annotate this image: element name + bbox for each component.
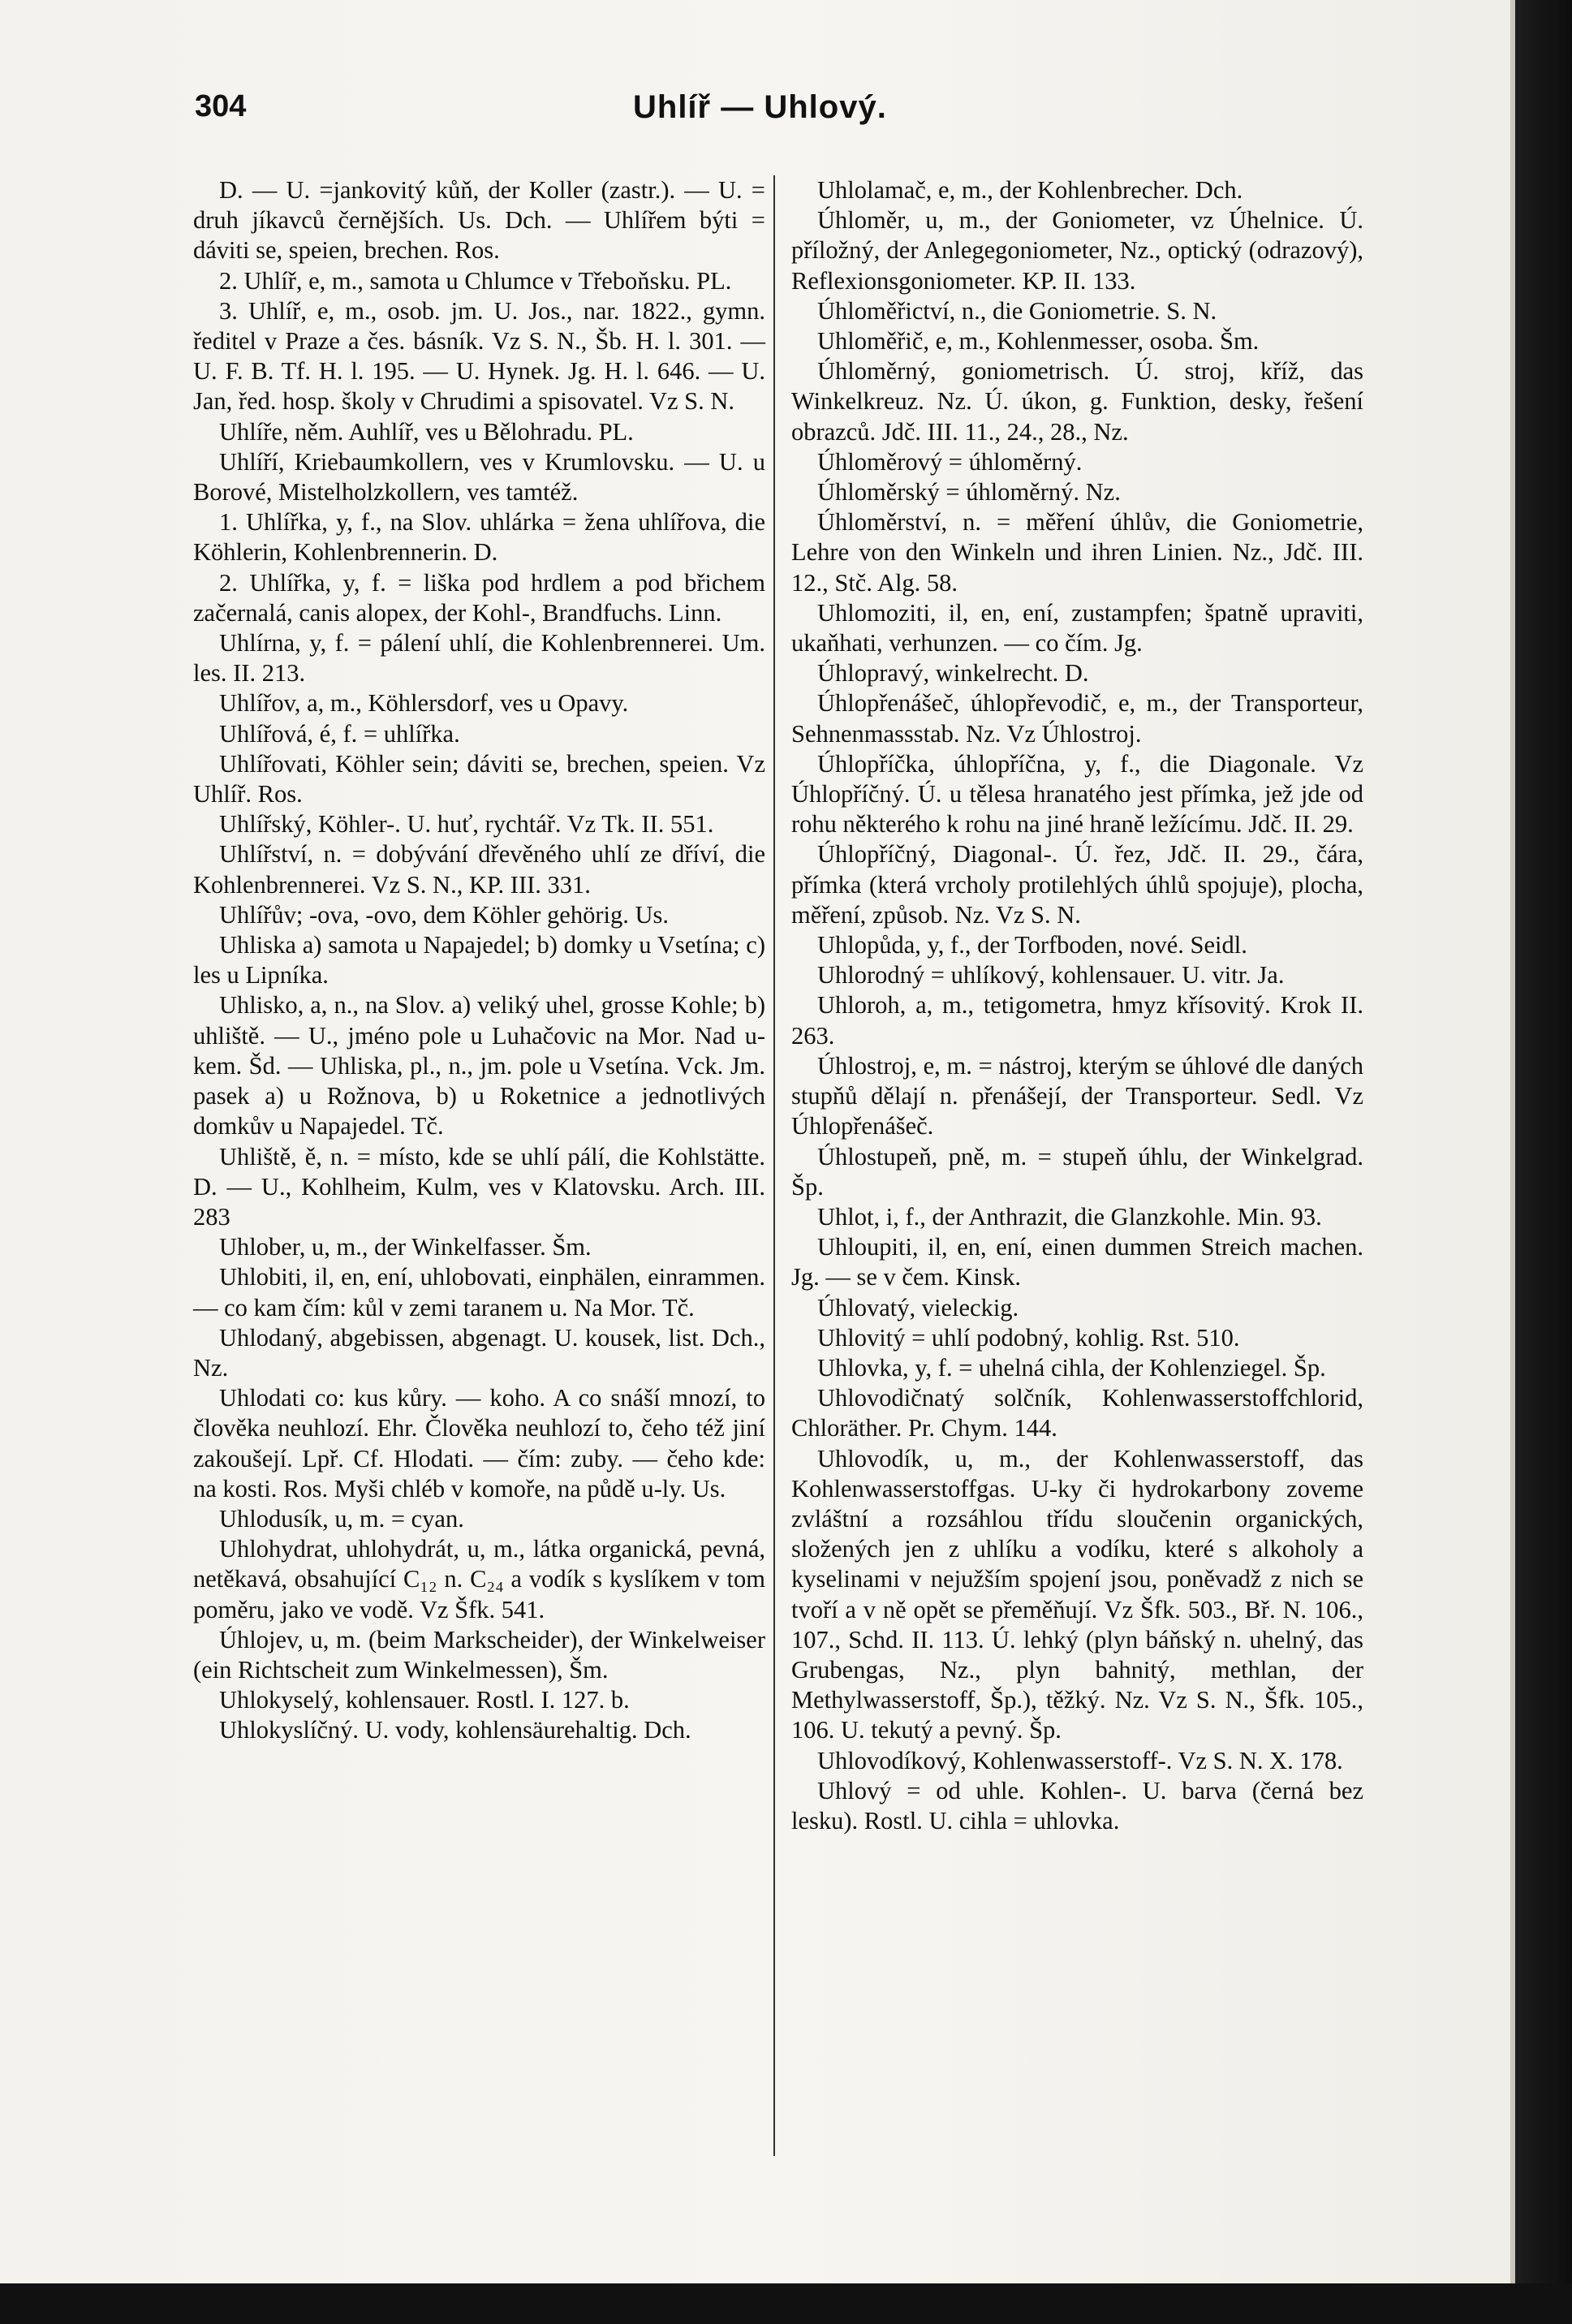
dictionary-entry: Uhloupiti, il, en, ení, einen dummen Streich machen. Jg. — se v čem. Kinsk. bbox=[791, 1233, 1363, 1291]
dictionary-entry: Úhlostupeň, pně, m. = stupeň úhlu, der Winkelgrad. Šp. bbox=[791, 1142, 1363, 1201]
dictionary-entry: Uhlohydrat, uhlohydrát, u, m., látka organická, pevná, netěkavá, obsahující C₁₂ n. C₂₄ a vodík s kyslíkem v tom poměru, jako ve vodě. Vz Šfk. 541. bbox=[193, 1535, 765, 1623]
dictionary-entry: Uhlírna, y, f. = pálení uhlí, die Kohlenbrennerei. Um. les. II. 213. bbox=[193, 629, 765, 688]
column-divider bbox=[773, 175, 775, 2156]
dictionary-entry: Úhlopříčný, Diagonal-. Ú. řez, Jdč. II. 29., čára, přímka (která vrcholy protilehlých úhlů spojuje), plocha, měření, způsob. Nz. Vz S. N. bbox=[791, 840, 1363, 929]
dictionary-entry: Uhlířův; -ova, -ovo, dem Köhler gehörig. Us. bbox=[219, 900, 669, 929]
dictionary-entry: Uhlokyselý, kohlensauer. Rostl. I. 127. b. bbox=[219, 1686, 630, 1714]
scan-border-right bbox=[1515, 0, 1572, 2324]
dictionary-entry: Uhlovodičnatý solčník, Kohlenwasserstoffchlorid, Chloräther. Pr. Chym. 144. bbox=[791, 1384, 1363, 1442]
dictionary-entry: Uhlokyslíčný. U. vody, kohlensäurehaltig. Dch. bbox=[219, 1716, 691, 1744]
page-header bbox=[195, 89, 1412, 138]
dictionary-entry: 3. Uhlíř, e, m., osob. jm. U. Jos., nar. 1822., gymn. ředitel v Praze a čes. básník. Vz S. N., Šb. H. l. 301. — U. F. B. Tf. H. l. 195. — U. Hynek. Jg. H. l. 646. — U. Jan, řed. hosp. školy v Chrudimi a spisovatel. Vz S. N. bbox=[193, 296, 765, 416]
page-number: 304 bbox=[195, 89, 247, 123]
dictionary-entry: Uhlorodný = uhlíkový, kohlensauer. U. vitr. Ja. bbox=[817, 961, 1285, 990]
dictionary-entry: Uhlodaný, abgebissen, abgenagt. U. kousek, list. Dch., Nz. bbox=[193, 1323, 765, 1382]
dictionary-entry: Uhlisko, a, n., na Slov. a) veliký uhel, grosse Kohle; b) uhliště. — U., jméno pole u Luhačovic na Mor. Nad u-kem. Šd. — Uhliska, pl., n., jm. pole u Vsetína. Vck. Jm. pasek a) u Rožnova, b) u Roketnice a jednotlivých domkův u Napajedel. Tč. bbox=[193, 991, 765, 1140]
dictionary-entry: Uhloměřič, e, m., Kohlenmesser, osoba. Šm. bbox=[817, 327, 1260, 356]
running-head: Uhlíř — Uhlový. bbox=[633, 89, 887, 125]
dictionary-entry: Uhlový = od uhle. Kohlen-. U. barva (černá bez lesku). Rostl. U. cihla = uhlovka. bbox=[791, 1776, 1363, 1835]
dictionary-entry: Úhloměrný, goniometrisch. Ú. stroj, kříž, das Winkelkreuz. Nz. Ú. úkon, g. Funktion, desky, řešení obrazců. Jdč. III. 11., 24., 28., Nz. bbox=[791, 357, 1363, 446]
dictionary-entry: Uhlovka, y, f. = uhelná cihla, der Kohlenziegel. Šp. bbox=[817, 1353, 1326, 1382]
dictionary-entry: Úhlopřenášeč, úhlopřevodič, e, m., der Transporteur, Sehnenmassstab. Nz. Vz Úhlostroj. bbox=[791, 689, 1363, 748]
scan-border-bottom bbox=[0, 2283, 1572, 2324]
dictionary-entry: Uhlolamač, e, m., der Kohlenbrecher. Dch. bbox=[817, 176, 1243, 204]
dictionary-entry: D. — U. =jankovitý kůň, der Koller (zastr.). — U. = druh jíkavců černějších. Us. Dch. — Uhlířem býti = dáviti se, speien, brechen. Ros. bbox=[193, 176, 765, 265]
dictionary-entry: Úhlovatý, vieleckig. bbox=[817, 1293, 1019, 1322]
dictionary-entry: 1. Uhlířka, y, f., na Slov. uhlárka = žena uhlířova, die Köhlerin, Kohlenbrennerin. D. bbox=[193, 508, 765, 567]
dictionary-entry: Úhloměrový = úhloměrný. bbox=[817, 447, 1083, 476]
dictionary-entry: Uhlířov, a, m., Köhlersdorf, ves u Opavy. bbox=[219, 689, 629, 718]
dictionary-entry: Uhlodusík, u, m. = cyan. bbox=[219, 1504, 464, 1533]
right-column bbox=[791, 175, 1363, 1836]
dictionary-entry: Úhloměr, u, m., der Goniometer, vz Úhelnice. Ú. příložný, der Anlegegoniometer, Nz., optický (odrazový), Reflexionsgoniometer. KP. II. 133. bbox=[791, 206, 1363, 295]
dictionary-entry: Úhloměrský = úhloměrný. Nz. bbox=[817, 478, 1121, 507]
dictionary-entry: 2. Uhlířka, y, f. = liška pod hrdlem a pod břichem začernalá, canis alopex, der Kohl-, Brandfuchs. Linn. bbox=[193, 568, 765, 627]
dictionary-entry: Uhlířovati, Köhler sein; dáviti se, brechen, speien. Vz Uhlíř. Ros. bbox=[193, 749, 765, 808]
dictionary-entry: Uhlopůda, y, f., der Torfboden, nové. Seidl. bbox=[817, 931, 1247, 959]
dictionary-entry: Uhlovodíkový, Kohlenwasserstoff-. Vz S. N. X. 178. bbox=[817, 1746, 1343, 1774]
dictionary-entry: 2. Uhlíř, e, m., samota u Chlumce v Třeboňsku. PL. bbox=[219, 266, 732, 295]
dictionary-entry: Uhlířství, n. = dobývání dřevěného uhlí ze dříví, die Kohlenbrennerei. Vz S. N., KP. III. 331. bbox=[193, 840, 765, 899]
dictionary-entry: Uhlober, u, m., der Winkelfasser. Šm. bbox=[219, 1233, 592, 1261]
page-edge-shadow bbox=[1510, 0, 1515, 2324]
dictionary-entry: Uhliska a) samota u Napajedel; b) domky u Vsetína; c) les u Lipníka. bbox=[193, 931, 765, 990]
dictionary-entry: Uhlodati co: kus kůry. — koho. A co snáší mnozí, to člověka neuhlozí. Ehr. Člověka neuhlozí to, čeho též jiní zakoušejí. Lpř. Cf. Hlodati. — čím: zuby. — čeho kde: na kosti. Ros. Myši chléb v komoře, na půdě u-ly. Us. bbox=[193, 1384, 765, 1503]
dictionary-entry: Uhlířský, Köhler-. U. huť, rychtář. Vz Tk. II. 551. bbox=[219, 810, 714, 839]
dictionary-entry: Uhlovitý = uhlí podobný, kohlig. Rst. 510. bbox=[817, 1323, 1240, 1352]
dictionary-entry: Uhlíře, něm. Auhlíř, ves u Bělohradu. PL. bbox=[219, 417, 634, 446]
dictionary-entry: Úhlostroj, e, m. = nástroj, kterým se úhlové dle daných stupňů dělají n. přenášejí, der Transporteur. Sedl. Vz Úhlopřenášeč. bbox=[791, 1051, 1363, 1140]
dictionary-entry: Uhlovodík, u, m., der Kohlenwasserstoff, das Kohlenwasserstoffgas. U-ky či hydrokarbony zoveme zvláštní a rozsáhlou třídu sloučenin organických, složených jen z uhlíku a vodíku, které s alkoholy a kyselinami v nejužším spojení jsou, poněvadž z nich se tvoří a v ně opět se přeměňují. Vz Šfk. 503., Bř. N. 106., 107., Schd. II. 113. Ú. lehký (plyn báňský n. uhelný, das Grubengas, Nz., plyn bahnitý, methlan, der Methylwasserstoff, Šp.), těžký. Nz. Vz S. N., Šfk. 105., 106. U. tekutý a pevný. Šp. bbox=[791, 1444, 1363, 1744]
dictionary-entry: Uhliště, ě, n. = místo, kde se uhlí pálí, die Kohlstätte. D. — U., Kohlheim, Kulm, ves v Klatovsku. Arch. III. 283 bbox=[193, 1142, 765, 1231]
dictionary-entry: Uhlířová, é, f. = uhlířka. bbox=[219, 719, 460, 748]
dictionary-entry: Úhloměřictví, n., die Goniometrie. S. N. bbox=[817, 296, 1217, 325]
dictionary-entry: Uhlomoziti, il, en, ení, zustampfen; špatně upraviti, ukaňhati, verhunzen. — co čím. Jg. bbox=[791, 598, 1363, 658]
dictionary-entry: Uhlobiti, il, en, ení, uhlobovati, einphälen, einrammen. — co kam čím: kůl v zemi taranem u. Na Mor. Tč. bbox=[193, 1263, 765, 1322]
dictionary-entry: Úhlopravý, winkelrecht. D. bbox=[817, 659, 1089, 688]
dictionary-entry: Úhloměrství, n. = měření úhlův, die Goniometrie, Lehre von den Winkeln und ihren Linien. Nz., Jdč. III. 12., Stč. Alg. 58. bbox=[791, 508, 1363, 597]
dictionary-entry: Úhlojev, u, m. (beim Markscheider), der Winkelweiser (ein Richtscheit zum Winkelmessen), Šm. bbox=[193, 1625, 765, 1684]
dictionary-entry: Uhlot, i, f., der Anthrazit, die Glanzkohle. Min. 93. bbox=[817, 1202, 1322, 1231]
left-column bbox=[193, 175, 765, 1746]
dictionary-entry: Uhlíří, Kriebaumkollern, ves v Krumlovsku. — U. u Borové, Mistelholzkollern, ves tamtéž. bbox=[193, 447, 765, 507]
dictionary-entry: Uhloroh, a, m., tetigometra, hmyz křísovitý. Krok II. 263. bbox=[791, 991, 1363, 1050]
dictionary-entry: Úhlopříčka, úhlopříčna, y, f., die Diagonale. Vz Úhlopříčný. Ú. u tělesa hranatého jest přímka, jež jde od rohu některého k rohu na jiné hraně ležícímu. Jdč. II. 29. bbox=[791, 749, 1363, 839]
